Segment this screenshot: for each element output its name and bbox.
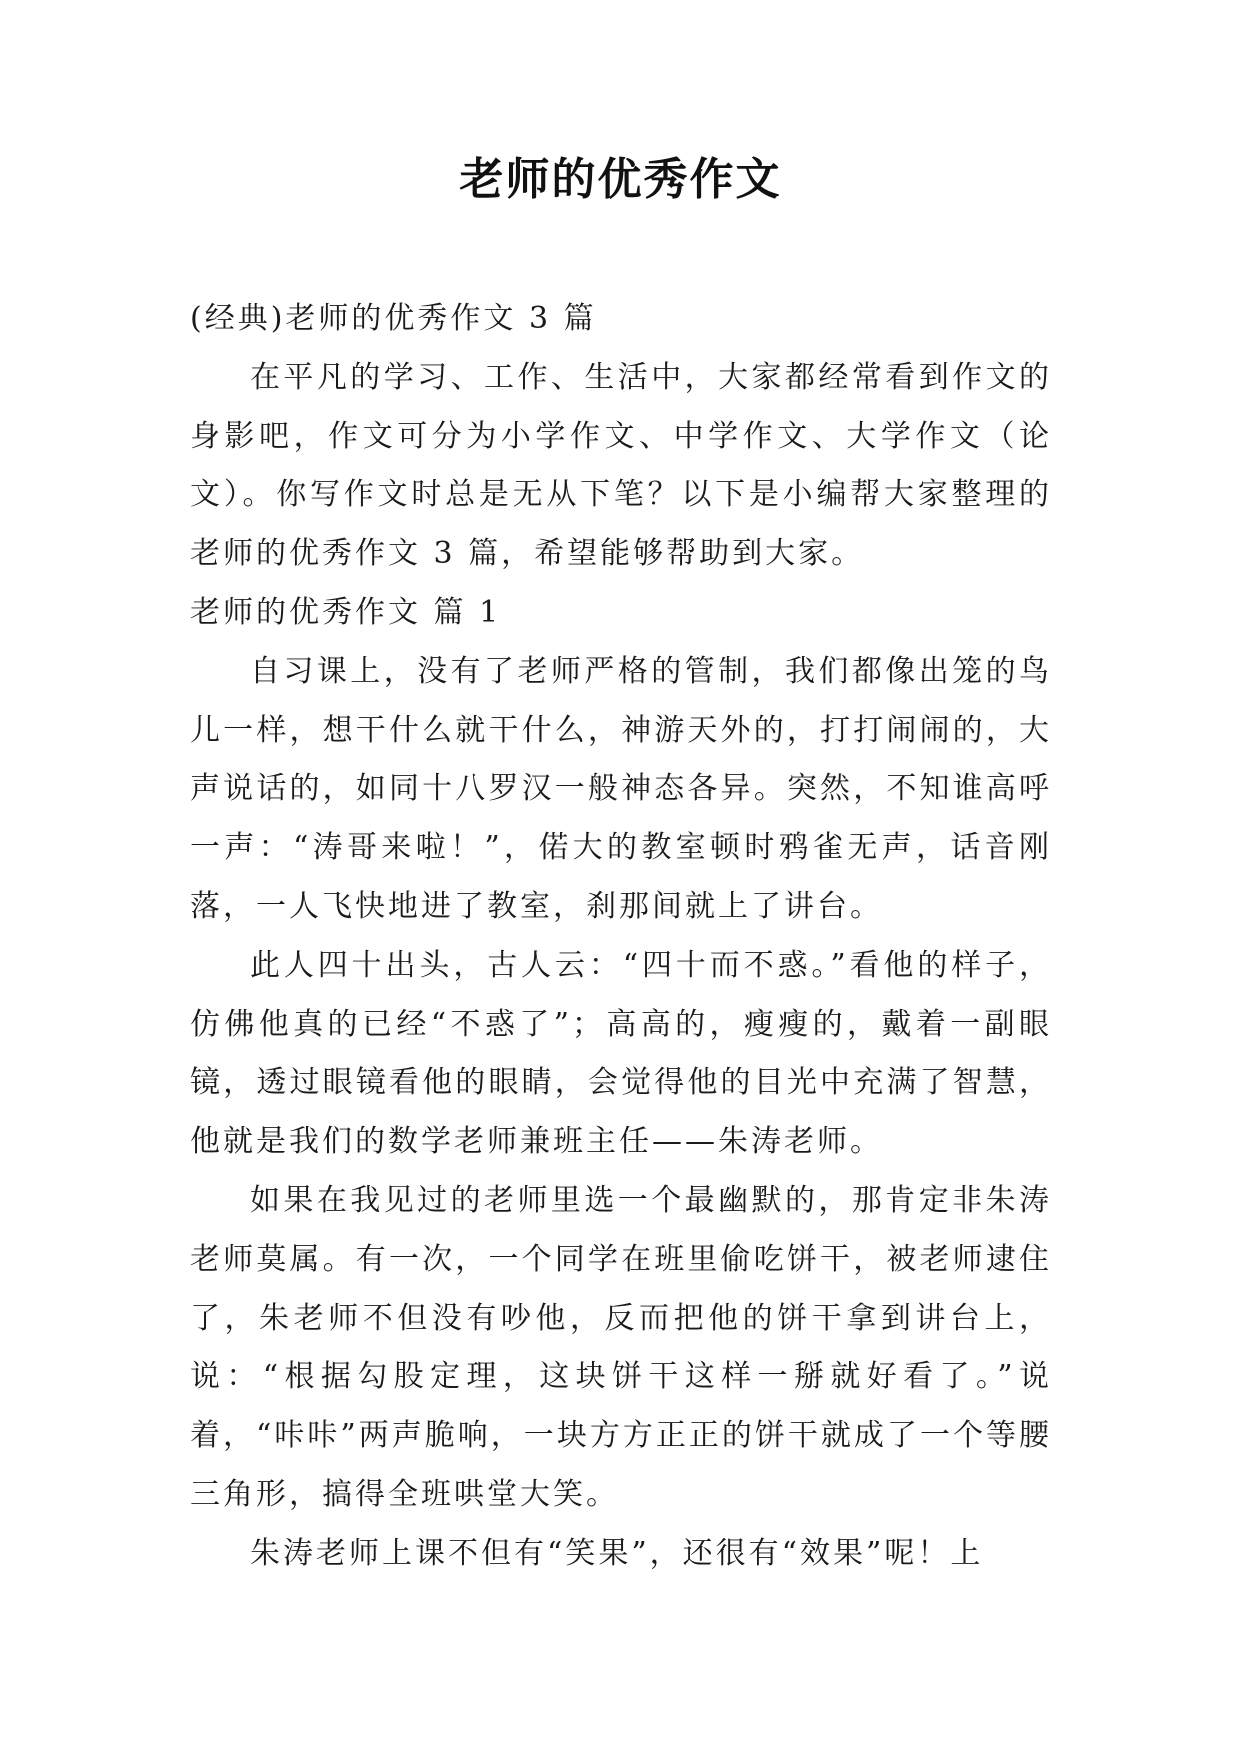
document-title: 老师的优秀作文 xyxy=(459,154,782,205)
body-paragraph-1: 自习课上，没有了老师严格的管制，我们都像出笼的鸟儿一样，想干什么就干什么，神游天外的，打打闹闹的，大声说话的，如同十八罗汉一般神态各异。突然，不知谁高呼一声：“涛哥来啦！”，偌大的教室顿时鸦雀无声，话音刚落，一人飞快地进了教室，刹那间就上了讲台。 xyxy=(190,653,1052,924)
body-paragraph-4: 朱涛老师上课不但有“笑果”，还很有“效果”呢！上 xyxy=(250,1535,984,1571)
document-body xyxy=(190,290,1052,1584)
section-heading: 老师的优秀作文 篇 1 xyxy=(190,594,502,630)
body-paragraph-3: 如果在我见过的老师里选一个最幽默的，那肯定非朱涛老师莫属。有一次，一个同学在班里偷吃饼干，被老师逮住了，朱老师不但没有吵他，反而把他的饼干拿到讲台上，说：“根据勾股定理，这块饼干这样一掰就好看了。”说着，“咔咔”两声脆响，一块方方正正的饼干就成了一个等腰三角形，搞得全班哄堂大笑。 xyxy=(190,1182,1052,1512)
intro-paragraph: 在平凡的学习、工作、生活中，大家都经常看到作文的身影吧，作文可分为小学作文、中学作文、大学作文（论文）。你写作文时总是无从下笔？以下是小编帮大家整理的老师的优秀作文 3 篇，希望能够帮助到大家。 xyxy=(190,359,1052,572)
body-paragraph-2: 此人四十出头，古人云：“四十而不惑。”看他的样子，仿佛他真的已经“不惑了”；高高的，瘦瘦的，戴着一副眼镜，透过眼镜看他的眼睛，会觉得他的目光中充满了智慧，他就是我们的数学老师兼班主任——朱涛老师。 xyxy=(190,947,1052,1160)
document-subtitle: (经典)老师的优秀作文 3 篇 xyxy=(190,301,597,336)
